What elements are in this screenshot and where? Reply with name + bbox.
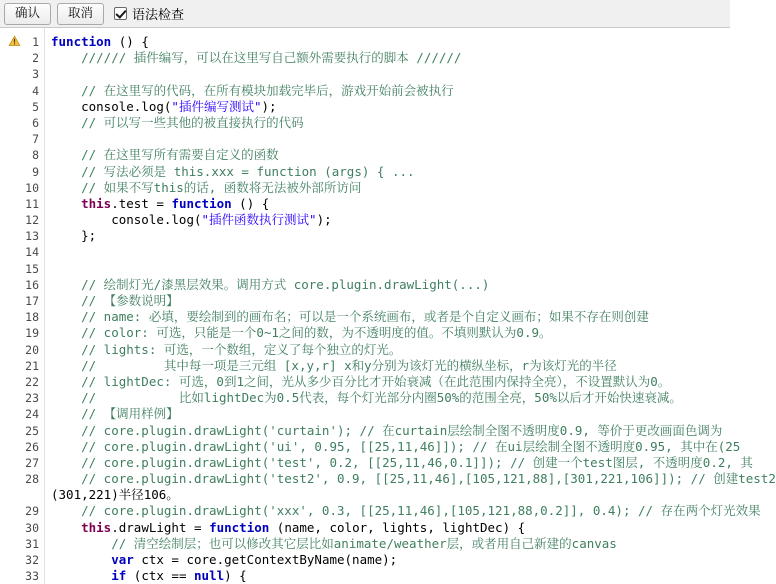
code-line[interactable]: // lights: 可选，一个数组，定义了每个独立的灯光。 bbox=[51, 341, 402, 357]
code-line[interactable]: // 写法必须是 this.xxx = function (args) { ... bbox=[51, 163, 415, 179]
code-line[interactable]: // core.plugin.drawLight('ui', 0.95, [[25,11,46]]); // 在ui层绘制全图不透明度0.95, 其中在(25 bbox=[51, 438, 741, 454]
code-line[interactable] bbox=[51, 131, 776, 147]
code-line[interactable]: (301,221)半径106。 bbox=[51, 487, 179, 503]
code-line[interactable]: // core.plugin.drawLight('xxx', 0.3, [[25,11,46],[105,121,88,0.2]], 0.4); // 存在两个灯光效果 bbox=[51, 503, 761, 519]
syntax-check-label: 语法检查 bbox=[132, 7, 185, 22]
line-number: 15 bbox=[25, 261, 39, 276]
code-line[interactable]: // 其中每一项是三元组 [x,y,r] x和y分别为该灯光的横纵坐标，r为该灯光的半径 bbox=[51, 357, 617, 373]
code-line[interactable]: // core.plugin.drawLight('curtain'); // 在curtain层绘制全图不透明度0.9, 等价于更改画面色调为 bbox=[51, 422, 723, 438]
code-line[interactable]: if (ctx == null) { bbox=[111, 568, 247, 584]
line-number: 20 bbox=[25, 342, 39, 357]
line-number: 9 bbox=[32, 164, 39, 179]
line-number: 29 bbox=[25, 504, 39, 519]
line-number: 13 bbox=[25, 229, 39, 244]
line-number: 19 bbox=[25, 326, 39, 341]
code-line[interactable]: this.test = function () { bbox=[81, 195, 270, 211]
line-number: 26 bbox=[25, 439, 39, 454]
line-number bbox=[0, 487, 44, 503]
code-line[interactable]: // 【调用样例】 bbox=[51, 406, 179, 422]
checkbox-checked-icon[interactable] bbox=[114, 7, 127, 20]
code-line[interactable]: // 可以写一些其他的被直接执行的代码 bbox=[51, 114, 304, 130]
line-number: 23 bbox=[25, 391, 39, 406]
line-number: 8 bbox=[32, 148, 39, 163]
code-line[interactable]: // lightDec: 可选，0到1之间，光从多少百分比才开始衰减（在此范围内保持全亮），不设置默认为0。 bbox=[51, 373, 671, 389]
code-line[interactable]: // name: 必填，要绘制到的画布名；可以是一个系统画布，或者是个自定义画布；如果不存在则创建 bbox=[51, 309, 649, 325]
code-line[interactable]: // core.plugin.drawLight('test2', 0.9, [[25,11,46],[105,121,88],[301,221,106]]); // 创建test2 bbox=[51, 471, 776, 487]
cancel-button[interactable]: 取消 bbox=[57, 3, 104, 25]
line-number: 4 bbox=[32, 83, 39, 98]
line-number: 31 bbox=[25, 536, 39, 551]
line-number: 33 bbox=[25, 569, 39, 584]
code-line[interactable]: // 清空绘制层；也可以修改其它层比如animate/weather层，或者用自己新建的canvas bbox=[51, 535, 617, 551]
toolbar bbox=[0, 0, 730, 28]
line-number: 7 bbox=[32, 132, 39, 147]
line-number: 32 bbox=[25, 553, 39, 567]
line-number: 17 bbox=[25, 294, 39, 308]
line-number: 10 bbox=[25, 180, 39, 195]
line-number: 18 bbox=[25, 310, 39, 325]
line-number: 22 bbox=[25, 374, 39, 389]
line-number: 12 bbox=[25, 213, 39, 228]
line-number: 24 bbox=[25, 407, 39, 422]
code-line[interactable] bbox=[51, 66, 776, 82]
line-number: 2 bbox=[32, 51, 39, 66]
code-line[interactable]: // 在这里写的代码，在所有模块加载完毕后，游戏开始前会被执行 bbox=[51, 82, 454, 98]
syntax-check-toggle[interactable] bbox=[114, 4, 184, 23]
code-line[interactable]: function () { bbox=[51, 34, 149, 49]
warning-icon bbox=[8, 35, 21, 47]
line-number: 11 bbox=[25, 196, 39, 211]
confirm-button[interactable]: 确认 bbox=[4, 3, 51, 25]
code-line[interactable] bbox=[51, 261, 776, 277]
line-number: 5 bbox=[32, 99, 39, 114]
code-line[interactable]: this.drawLight = function (name, color, lights, lightDec) { bbox=[81, 519, 526, 535]
line-number: 3 bbox=[32, 67, 39, 82]
code-line[interactable]: // 比如lightDec为0.5代表，每个灯光部分内圈50%的范围全亮，50%以后才开始快速衰减。 bbox=[51, 390, 682, 406]
line-number: 28 bbox=[25, 472, 39, 487]
code-line[interactable]: // core.plugin.drawLight('test', 0.2, [[25,11,46,0.1]]); // 创建一个test图层, 不透明度0.2, 其 bbox=[51, 454, 753, 470]
line-number: 6 bbox=[32, 115, 39, 130]
code-editor[interactable] bbox=[0, 28, 776, 584]
line-number: 21 bbox=[25, 358, 39, 373]
line-number: 30 bbox=[25, 520, 39, 535]
code-line[interactable]: }; bbox=[51, 228, 97, 244]
line-number: 25 bbox=[25, 423, 39, 438]
code-line[interactable]: // 如果不写this的话, 函数将无法被外部所访问 bbox=[51, 179, 362, 195]
line-number: 14 bbox=[25, 245, 39, 260]
line-number: 16 bbox=[25, 277, 39, 292]
code-line[interactable]: // 绘制灯光/漆黑层效果。调用方式 core.plugin.drawLight(...) bbox=[51, 276, 490, 292]
line-number: 27 bbox=[25, 455, 39, 470]
code-line[interactable]: // color: 可选，只能是一个0~1之间的数，为不透明度的值。不填则默认为0.9。 bbox=[51, 325, 552, 341]
code-line[interactable]: // 【参数说明】 bbox=[51, 293, 179, 308]
line-number-gutter bbox=[0, 28, 45, 584]
code-line[interactable]: // 在这里写所有需要自定义的函数 bbox=[51, 147, 279, 163]
code-line[interactable]: var ctx = core.getContextByName(name); bbox=[111, 552, 398, 567]
code-line[interactable] bbox=[51, 244, 776, 260]
line-number: 1 bbox=[0, 34, 44, 50]
code-line[interactable]: console.log("插件函数执行测试"); bbox=[51, 212, 332, 228]
code-line[interactable]: console.log("插件编写测试"); bbox=[51, 98, 277, 114]
code-line[interactable]: ////// 插件编写，可以在这里写自己额外需要执行的脚本 ////// bbox=[51, 50, 462, 66]
code-content[interactable] bbox=[45, 28, 776, 584]
